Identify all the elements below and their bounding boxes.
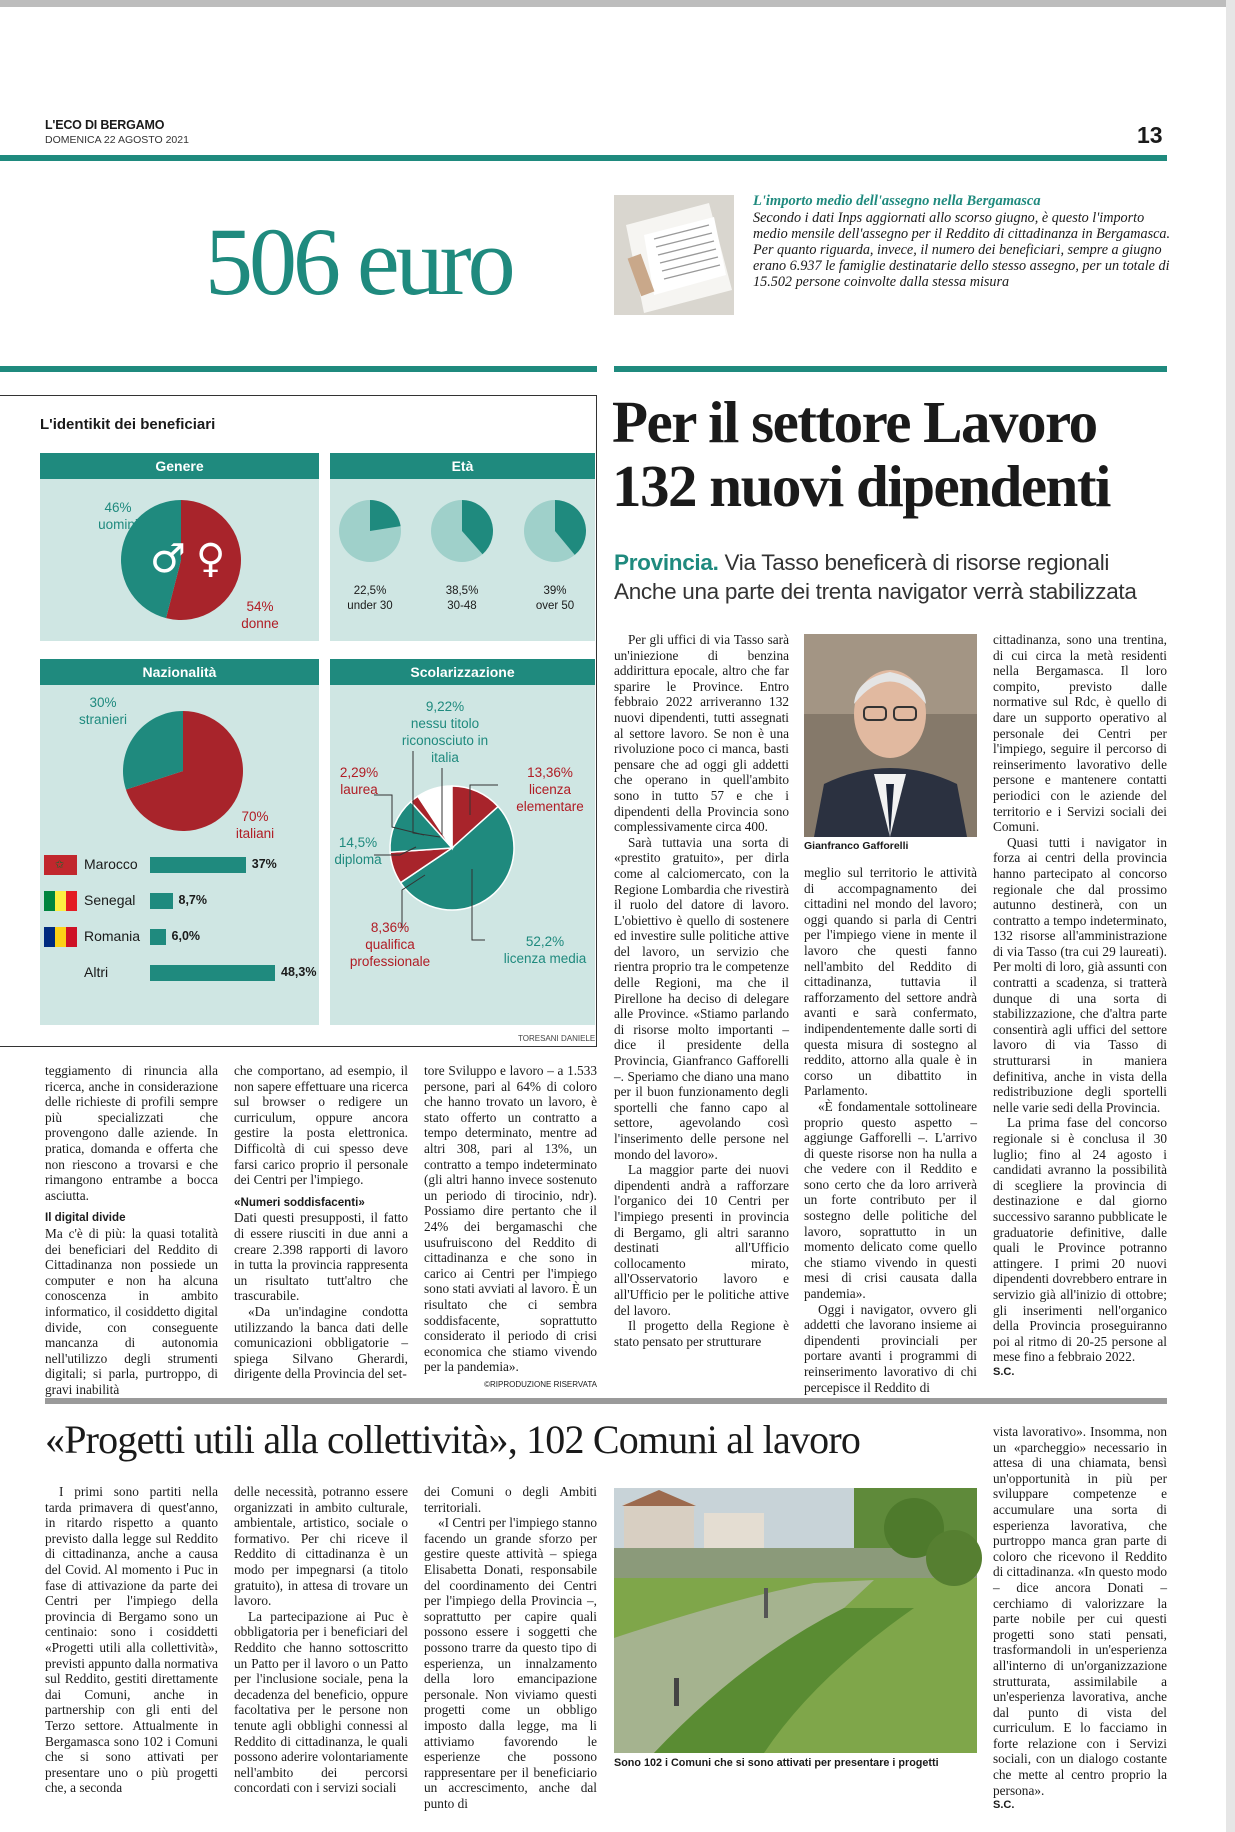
right-rule xyxy=(1226,0,1235,1832)
stranieri-label: 30% stranieri xyxy=(78,695,127,727)
country-bar xyxy=(150,857,246,873)
eta-range: under 30 xyxy=(347,600,393,612)
bottom-col2: delle necessità, potranno essere organizzati in ambito culturale, ambientale, artistico, sociale o formativo. Per chi riceve il Reddito di cittadinanza è un modo per impegnarsi (a titolo gratuito), in attesa di trovare un lavoro. La partecipazione ai Puc è obbligatoria per i beneficiari del Reddito che hanno sottoscritto un Patto per il lavoro o un Patto per l'inclusione sociale, pena la decadenza del beneficio, oppure facoltativa per le persone non tenute agli obblighi connessi al Reddito di cittadinanza, le quali possono aderire volontariamente nell'ambito dei percorsi concordati con i servizi sociali xyxy=(234,1484,408,1796)
header-rule xyxy=(0,155,1167,161)
highlight-text: Secondo i dati Inps aggiornati allo scorso giugno, è questo l'importo medio mensile dell'assegno per il Reddito di cittadinanza in Bergamasca. Per quanto riguarda, invece, il numero dei beneficiari, sempre a giugno erano 6.937 le famiglie destinatarie dello stesso assegno, per un totale di 15.502 persone coinvolte dalla stessa misura xyxy=(753,210,1171,290)
flag-icon: ✩ xyxy=(44,855,77,875)
country-pct: 6,0% xyxy=(171,929,201,943)
scol-label-diploma: 14,5% diploma xyxy=(334,835,382,867)
eta-pie xyxy=(430,499,494,563)
genere-heading: Genere xyxy=(40,453,319,479)
eta-label xyxy=(430,584,494,614)
eta-group xyxy=(430,499,496,614)
country-bar xyxy=(150,965,275,981)
female-symbol: ♀ xyxy=(196,536,226,582)
eta-panel xyxy=(330,479,595,641)
subheadline: Provincia. Via Tasso beneficerà di risorse regionali Anche una parte dei trenta navigator verrà stabilizzata xyxy=(614,550,1137,604)
eta-pie-slice xyxy=(370,500,401,531)
genere-panel xyxy=(40,479,319,641)
scol-label-elementare: 13,36% licenza elementare xyxy=(516,765,584,814)
paper-name: L'ECO DI BERGAMO xyxy=(45,118,165,132)
kicker: Provincia. xyxy=(614,550,719,575)
park-photo-caption: Sono 102 i Comuni che si sono attivati per presentare i progetti xyxy=(614,1757,939,1769)
bottom-headline: «Progetti utili alla collettività», 102 Comuni al lavoro xyxy=(45,1417,861,1462)
left-col3: tore Sviluppo e lavoro – a 1.533 persone, pari al 64% di coloro che hanno trovato un lavoro, è stato offerto un contratto a tempo determinato, mentre ad altri 308, pari al 13%, un contratto a tempo indeterminato (gli altri hanno invece sostenuto un periodo di tirocinio, ndr). Possiamo dire pertanto che il 24% dei bergamaschi che usufruiscono del Reddito di cittadinanza e che sono in carico ai Centri per l'impiego sono stati avviati al lavoro. È un risultato che ci sembra soddisfacente, soprattutto considerato il periodo di crisi economica che stiamo vivendo per la pandemia». ©RIPRODUZIONE RISERVATA xyxy=(424,1063,597,1389)
eta-label xyxy=(338,584,402,614)
eta-range: over 50 xyxy=(535,600,575,612)
photo-caption: Gianfranco Gafforelli xyxy=(804,840,909,852)
left-col1: teggiamento di rinuncia alla ricerca, anche in considerazione delle richieste di profili sempre più specializzati che provengono dalle aziende. In pratica, domanda e offerta che non riescono a trovarsi e che rimangono entrambe a bocca asciutta. Il digital divide Ma c'è di più: la quasi totalità dei beneficiari del Reddito di Cittadinanza non possiede un computer e non ha alcuna conoscenza in ambito informatico, il cosiddetto digital divide, con conseguente mancanza di autonomia nell'utilizzo degli strumenti digitali; si parla, purtroppo, di gravi inabilità xyxy=(45,1063,218,1397)
left-col2: che comportano, ad esempio, il non sapere effettuare una ricerca sul browser o redigere un curriculum, oppure ancora gestire la posta elettronica. Difficoltà di cui spesso deve farsi carico proprio il personale dei Centri per l'impiego. «Numeri soddisfacenti» Dati questi presupposti, il fatto di essere riusciti in due anni a creare 2.398 rapporti di lavoro in tutta la provincia rappresenta un risultato tutt'altro che trascurabile. «Da un'indagine condotta utilizzando la banca dati delle comunicazioni obbligatorie – spiega Silvano Gherardi, dirigente della Provincia del set- xyxy=(234,1063,408,1382)
scol-label-laurea: 2,29% laurea xyxy=(339,765,379,797)
top-rule xyxy=(0,0,1235,7)
infographic-credit: TORESANI DANIELE xyxy=(518,1034,596,1043)
eta-pct: 22,5% xyxy=(353,585,387,597)
bottom-col4: vista lavorativo». Insomma, non un «parcheggio» necessario in attesa di una chiamata, bensì un'opportunità in più per sviluppare competenze e accumulare una sorta di esperienza lavorativa, che purtroppo manca gran parte di coloro che ricevono il Reddito di cittadinanza. «In questo modo – dice ancora Donati – cerchiamo di valorizzare la parte nobile per cui questi progetti sono stati pensati, trasformandoli in un'esperienza all'interno di un'organizzazione strutturata, assimilabile a un'esperienza lavorativa, anche dal punto di vista del curriculum. E lo facciamo in forte relazione con i Servizi sociali, con un dialogo costante che mette al centro proprio la persona». S.C. xyxy=(993,1424,1167,1812)
scol-label-nessun: 9,22% nessu titolo riconosciuto in italia xyxy=(401,699,489,765)
male-symbol: ♂ xyxy=(150,536,186,582)
eta-range: 30-48 xyxy=(447,600,477,612)
eta-heading: Età xyxy=(330,453,595,479)
scolarizzazione-panel xyxy=(330,685,595,1025)
article1-col2: meglio sul territorio le attività di accompagnamento dei cittadini nel mondo del lavoro; oggi quando si parla di Centri per l'impiego viene in mente il lavoro che questi fanno nell'ambito del Reddito di cittadinanza, tuttavia il rafforzamento del settore andrà avanti e sarà confermato, indipendentemente dalle sorti di questa misura di sostegno al reddito, attorno alla quale è in corso un dibattito in Parlamento. «È fondamentale sottolineare proprio questo aspetto – aggiunge Gafforelli –. L'arrivo di queste risorse non ha nulla a che vedere con il Reddito e sono certo che da loro arriverà un forte contributo per il sostegno delle politiche del lavoro, soprattutto in un momento delicato come quello che stiamo vivendo in questi mesi di crisi causata dalla pandemia». Oggi i navigator, ovvero gli addetti che lavorano insieme ai dipendenti provinciali per portare avanti i programmi di reinserimento lavorativo di chi percepisce il Reddito di xyxy=(804,865,977,1395)
section-rule-left xyxy=(0,366,597,372)
bottom-col1: I primi sono partiti nella tarda primavera di quest'anno, in ritardo rispetto a quanto previsto dalla legge sul Reddito di cittadinanza, anche a causa del Covid. Al momento i Puc in fase di attivazione da parte dei Centri per l'impiego della provincia di Bergamo sono un centinaio: sono i cosiddetti «Progetti utili alla collettività», previsti appunto dalla normativa sul Reddito, gestiti direttamente dai Comuni, anche in partnership con gli enti del Terzo settore. Attualmente in Bergamasca sono 102 i Comuni che si sono attivati per presentare uno o più progetti che, a seconda xyxy=(45,1484,218,1796)
park-photo xyxy=(614,1488,977,1753)
gafforelli-photo xyxy=(804,634,977,837)
infographic xyxy=(0,395,597,1047)
section-rule-right xyxy=(614,366,1167,372)
country-name: Romania xyxy=(84,928,141,944)
headline: Per il settore Lavoro 132 nuovi dipendenti xyxy=(612,389,1110,519)
nazionalita-panel xyxy=(40,685,319,1025)
country-bar xyxy=(150,929,166,945)
scolarizzazione-heading: Scolarizzazione xyxy=(330,659,595,685)
documents-photo xyxy=(614,195,734,315)
highlight-title: L'importo medio dell'assegno nella Bergamasca xyxy=(753,193,1041,209)
article1-col1: Per gli uffici di via Tasso sarà un'iniezione di benzina addirittura epocale, altro che far sparire le Province. Entro febbraio 2022 arriveranno 132 nuovi dipendenti, tutti assegnati al settore lavoro. Se non è una rivoluzione poco ci manca, basti pensare che ad oggi gli addetti che operano in quell'ambito sono in tutto 57 e che i dipendenti della Provincia sono complessivamente circa 400. Sarà tuttavia una sorta di «prestito gratuito», per dirla come al calciomercato, con la Regione Lombardia che rivestirà il ruolo del datore di lavoro. L'obiettivo è quello di sostenere ed investire sulle politiche attive del lavoro, un servizio che rientra proprio tra le competenze delle Regioni, ma che il Pirellone ha deciso di delegare alle Province. «Stiamo parlando di risorse molto importanti – dice il presidente della Provincia, Gianfranco Gafforelli –. Speriamo che diano una mano per il buon funzionamento degli sportelli che fanno capo al settore, agevolando così l'inserimento delle persone nel mondo del lavoro». La maggior parte dei nuovi dipendenti andrà a rafforzare l'organico dei 10 Centri per l'impiego presenti in provincia di Bergamo, gli altri saranno destinati all'Ufficio collocamento mirato, all'Osservatorio lavoro e all'Ufficio per le politiche attive del lavoro. Il progetto della Regione è stato pensato per strutturare xyxy=(614,632,789,1349)
eta-pct: 39% xyxy=(543,585,567,597)
country-name: Altri xyxy=(84,964,109,980)
country-name: Marocco xyxy=(84,856,138,872)
country-pct: 48,3% xyxy=(281,965,317,979)
country-pct: 8,7% xyxy=(178,893,207,907)
page-number: 13 xyxy=(1137,122,1163,148)
flag-icon xyxy=(44,927,77,947)
bottom-rule xyxy=(45,1398,1167,1404)
eta-group xyxy=(338,499,404,614)
scol-label-media: 52,2% licenza media xyxy=(503,934,587,966)
italiani-label: 70% italiani xyxy=(235,809,275,841)
eta-pie xyxy=(338,499,402,563)
big-number: 506 euro xyxy=(205,208,512,315)
flag-icon xyxy=(44,891,77,911)
country-name: Senegal xyxy=(84,892,136,908)
eta-pie xyxy=(523,499,587,563)
eta-label xyxy=(523,584,587,614)
women-label: 54% donne xyxy=(241,599,279,631)
country-pct: 37% xyxy=(251,857,277,871)
country-bar xyxy=(150,893,173,909)
bottom-col3: dei Comuni o degli Ambiti territoriali. «I Centri per l'impiego stanno facendo un grande sforzo per gestire queste attività – spiega Elisabetta Donati, responsabile del coordinamento dei Centri per l'impiego della Provincia –, soprattutto per capire quali possono essere i soggetti che possono trarre da questo tipo di esperienza, un innalzamento della loro emancipazione personale. Non viviamo questi progetti come un obbligo imposto dalla legge, ma li attiviamo favorendo le esperienze che possono rappresentare per il beneficiario un accrescimento, anche dal punto di xyxy=(424,1484,597,1811)
article1-col3: cittadinanza, sono una trentina, di cui circa la metà residenti nella Bergamasca. Il loro compito, previsto dalle normative sul Rdc, è quello di dare un supporto operativo al personale dei Centri per l'impiego, seguire il percorso di reinserimento lavorativo delle persone e mantenere contatti periodici con le aziende del territorio e i Servizi sociali dei Comuni. Quasi tutti i navigator in forza ai centri della provincia hanno partecipato al concorso regionale che dal prossimo autunno destinerà, con un contratto a tempo indeterminato, 132 risorse all'amministrazione di via Tasso (tra cui 29 laureati). Per molti di loro, già assunti con contratti a scadenza, si tratterà dunque di una sorta di stabilizzazione, che d'altra parte consentirà agli uffici del settore lavoro di via Tasso di strutturarsi in maniera definitiva, anche in vista della redistribuzione degli sportelli nelle varie sedi della Provincia. La prima fase del concorso regionale si è conclusa il 30 luglio; fino al 24 agosto i candidati avranno la possibilità di scegliere la provincia di destinazione e dal giorno successivo saranno pubblicate le graduatorie definitive, dalle quali le Province potranno attingere. I primi 20 nuovi dipendenti dovrebbero entrare in servizio già all'inizio di ottobre; gli inserimenti nell'organico della Provincia proseguiranno poi al ritmo di 20-25 persone al mese fino a febbraio 2022. S.C. xyxy=(993,632,1167,1378)
infographic-title: L'identikit dei beneficiari xyxy=(40,416,216,433)
men-label: 46% uomini xyxy=(98,500,138,532)
paper-date: DOMENICA 22 AGOSTO 2021 xyxy=(45,134,189,146)
eta-group xyxy=(523,499,589,614)
nazionalita-heading: Nazionalità xyxy=(40,659,319,685)
scol-label-qualifica: 8,36% qualifica professionale xyxy=(349,920,431,969)
eta-pct: 38,5% xyxy=(445,585,479,597)
